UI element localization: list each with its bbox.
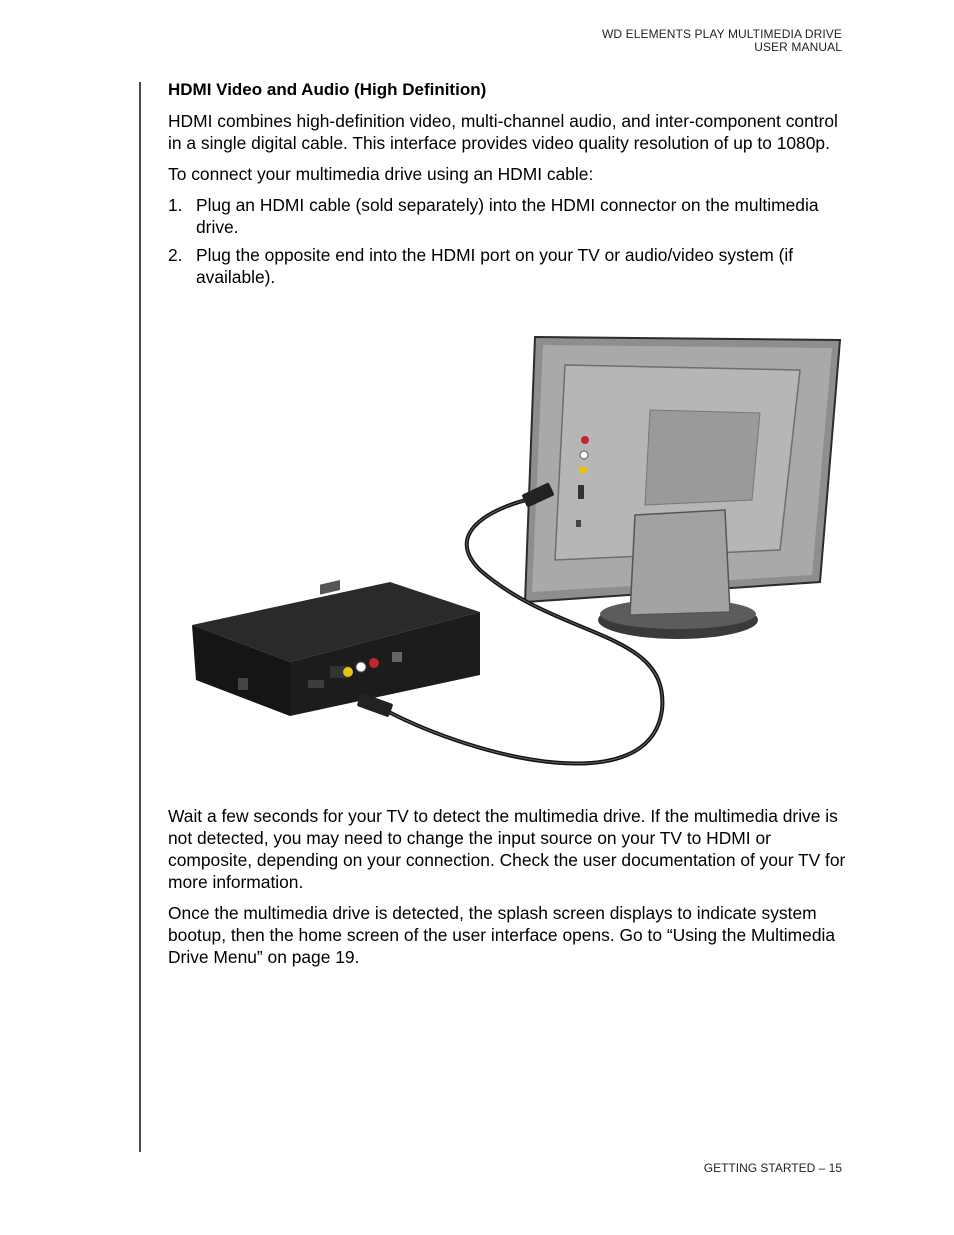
drive-rca-white bbox=[356, 662, 366, 672]
tv-vesa-plate bbox=[645, 410, 760, 505]
tv-service-port bbox=[576, 520, 581, 527]
connection-svg bbox=[180, 330, 850, 780]
drive-power-switch bbox=[238, 678, 248, 690]
step-text: Plug an HDMI cable (sold separately) into the HDMI connector on the multimedia drive. bbox=[196, 195, 819, 237]
tv-rca-yellow-port bbox=[579, 466, 587, 474]
drive-rca-yellow bbox=[343, 667, 353, 677]
drive-hdmi-connector bbox=[308, 680, 324, 688]
step-text: Plug the opposite end into the HDMI port on your TV or audio/video system (if available). bbox=[196, 245, 794, 287]
margin-rule bbox=[139, 82, 141, 1152]
header-subtitle: USER MANUAL bbox=[754, 40, 842, 54]
hdmi-connection-illustration bbox=[180, 330, 850, 780]
lead-paragraph: To connect your multimedia drive using an HDMI cable: bbox=[168, 164, 594, 184]
running-header bbox=[602, 28, 842, 54]
tv-stand-neck bbox=[630, 510, 730, 615]
detect-paragraph: Wait a few seconds for your TV to detect the multimedia drive. If the multimedia drive is not detected, you may need to change the input source on your TV to HDMI or composite, depending on your connection. Check the user documentation of your TV for more information. bbox=[168, 806, 846, 892]
step-number: 2. bbox=[168, 245, 183, 265]
tv-rca-red-port bbox=[581, 436, 589, 444]
step-number: 1. bbox=[168, 195, 183, 215]
list-item bbox=[168, 194, 848, 238]
intro-paragraph: HDMI combines high-definition video, multi-channel audio, and inter-component control in a single digital cable. This interface provides video quality resolution of up to 1080p. bbox=[168, 111, 838, 153]
header-title: WD ELEMENTS PLAY MULTIMEDIA DRIVE bbox=[601, 27, 842, 41]
steps-list bbox=[168, 194, 848, 288]
drive-optical-port bbox=[392, 652, 402, 662]
page-footer: GETTING STARTED – 15 bbox=[703, 1161, 842, 1175]
tv-hdmi-port bbox=[578, 485, 584, 499]
drive-rca-red bbox=[369, 658, 379, 668]
drive-logo bbox=[320, 580, 340, 595]
list-item bbox=[168, 244, 848, 288]
bootup-paragraph: Once the multimedia drive is detected, the splash screen displays to indicate system bootup, then the home screen of the user interface opens. Go to “Using the Multimedia Drive Menu” on page 19. bbox=[168, 903, 836, 967]
section-content bbox=[168, 79, 848, 294]
section-title: HDMI Video and Audio (High Definition) bbox=[168, 80, 487, 99]
tv-rca-white-port bbox=[580, 451, 588, 459]
after-figure-content bbox=[168, 805, 848, 977]
